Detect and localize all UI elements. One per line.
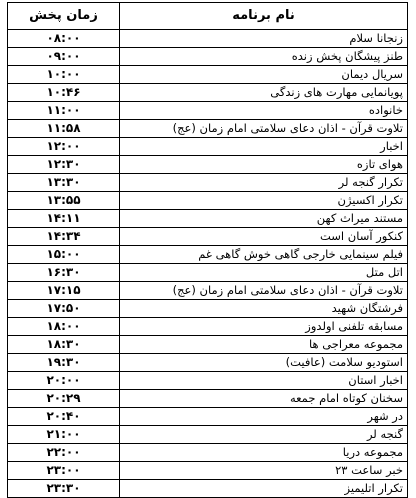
program-name-cell: تکرار گنجه لر [120, 174, 408, 192]
program-name-cell: مسابقه تلفنی اولدوز [120, 318, 408, 336]
program-name-cell: سخنان کوتاه امام جمعه [120, 390, 408, 408]
air-time-cell: ۱۶:۳۰ [8, 264, 120, 282]
program-name-cell: خبر ساعت ۲۳ [120, 462, 408, 480]
table-row [8, 372, 408, 390]
program-name-cell: اخبار [120, 138, 408, 156]
air-time-cell: ۱۹:۳۰ [8, 354, 120, 372]
air-time-cell: ۱۱:۰۰ [8, 102, 120, 120]
table-row [8, 444, 408, 462]
table-row [8, 84, 408, 102]
table-row [8, 138, 408, 156]
table-row [8, 228, 408, 246]
program-name-cell: زنجانا سلام [120, 30, 408, 48]
table-row [8, 174, 408, 192]
program-name-cell: تکرار اتلیمیز [120, 480, 408, 498]
air-time-cell: ۱۳:۵۵ [8, 192, 120, 210]
air-time-cell: ۱۵:۰۰ [8, 246, 120, 264]
program-name-cell: طنز پیشگان پخش زنده [120, 48, 408, 66]
program-name-cell: اتل متل [120, 264, 408, 282]
program-name-cell: در شهر [120, 408, 408, 426]
air-time-cell: ۱۲:۳۰ [8, 156, 120, 174]
table-row [8, 246, 408, 264]
air-time-cell: ۱۰:۰۰ [8, 66, 120, 84]
program-name-cell: مجموعه دریا [120, 444, 408, 462]
table-row [8, 192, 408, 210]
table-row [8, 318, 408, 336]
schedule-sheet [8, 2, 408, 498]
table-row [8, 120, 408, 138]
program-name-cell: فرشتگان شهید [120, 300, 408, 318]
table-row [8, 282, 408, 300]
table-row [8, 354, 408, 372]
program-name-cell: فیلم سینمایی خارجی گاهی خوش گاهی غم [120, 246, 408, 264]
air-time-cell: ۱۴:۳۴ [8, 228, 120, 246]
air-time-cell: ۲۰:۰۰ [8, 372, 120, 390]
table-row [8, 426, 408, 444]
program-name-cell: مجموعه معراجی ها [120, 336, 408, 354]
air-time-cell: ۲۳:۳۰ [8, 480, 120, 498]
table-row [8, 462, 408, 480]
program-name-cell: پویانمایی مهارت های زندگی [120, 84, 408, 102]
table-row [8, 156, 408, 174]
air-time-cell: ۱۸:۳۰ [8, 336, 120, 354]
header-program-name: نام برنامه [120, 3, 408, 30]
program-name-cell: هوای تازه [120, 156, 408, 174]
air-time-cell: ۲۳:۰۰ [8, 462, 120, 480]
air-time-cell: ۲۰:۴۰ [8, 408, 120, 426]
program-name-cell: تلاوت قرآن - اذان دعای سلامتی امام زمان (عج) [120, 120, 408, 138]
program-schedule-table [7, 2, 408, 498]
air-time-cell: ۰۸:۰۰ [8, 30, 120, 48]
table-row [8, 102, 408, 120]
program-name-cell: استودیو سلامت (عافیت) [120, 354, 408, 372]
program-name-cell: تلاوت قرآن - اذان دعای سلامتی امام زمان (عج) [120, 282, 408, 300]
table-row [8, 264, 408, 282]
table-row [8, 408, 408, 426]
table-row [8, 66, 408, 84]
air-time-cell: ۲۲:۰۰ [8, 444, 120, 462]
header-row [8, 3, 408, 30]
air-time-cell: ۱۰:۴۶ [8, 84, 120, 102]
table-row [8, 210, 408, 228]
table-row [8, 390, 408, 408]
program-name-cell: تکرار اکسیژن [120, 192, 408, 210]
air-time-cell: ۱۳:۳۰ [8, 174, 120, 192]
program-name-cell: سریال دیمان [120, 66, 408, 84]
program-name-cell: کنکور آسان است [120, 228, 408, 246]
header-air-time: زمان پخش [8, 3, 120, 30]
air-time-cell: ۱۷:۱۵ [8, 282, 120, 300]
table-row [8, 300, 408, 318]
schedule-rows [8, 30, 408, 498]
table-row [8, 48, 408, 66]
air-time-cell: ۰۹:۰۰ [8, 48, 120, 66]
air-time-cell: ۱۸:۰۰ [8, 318, 120, 336]
air-time-cell: ۲۱:۰۰ [8, 426, 120, 444]
program-name-cell: گنجه لر [120, 426, 408, 444]
air-time-cell: ۱۴:۱۱ [8, 210, 120, 228]
program-name-cell: خانواده [120, 102, 408, 120]
air-time-cell: ۱۲:۰۰ [8, 138, 120, 156]
air-time-cell: ۱۱:۵۸ [8, 120, 120, 138]
air-time-cell: ۲۰:۲۹ [8, 390, 120, 408]
table-row [8, 30, 408, 48]
program-name-cell: اخبار استان [120, 372, 408, 390]
program-name-cell: مستند میراث کهن [120, 210, 408, 228]
table-row [8, 336, 408, 354]
air-time-cell: ۱۷:۵۰ [8, 300, 120, 318]
